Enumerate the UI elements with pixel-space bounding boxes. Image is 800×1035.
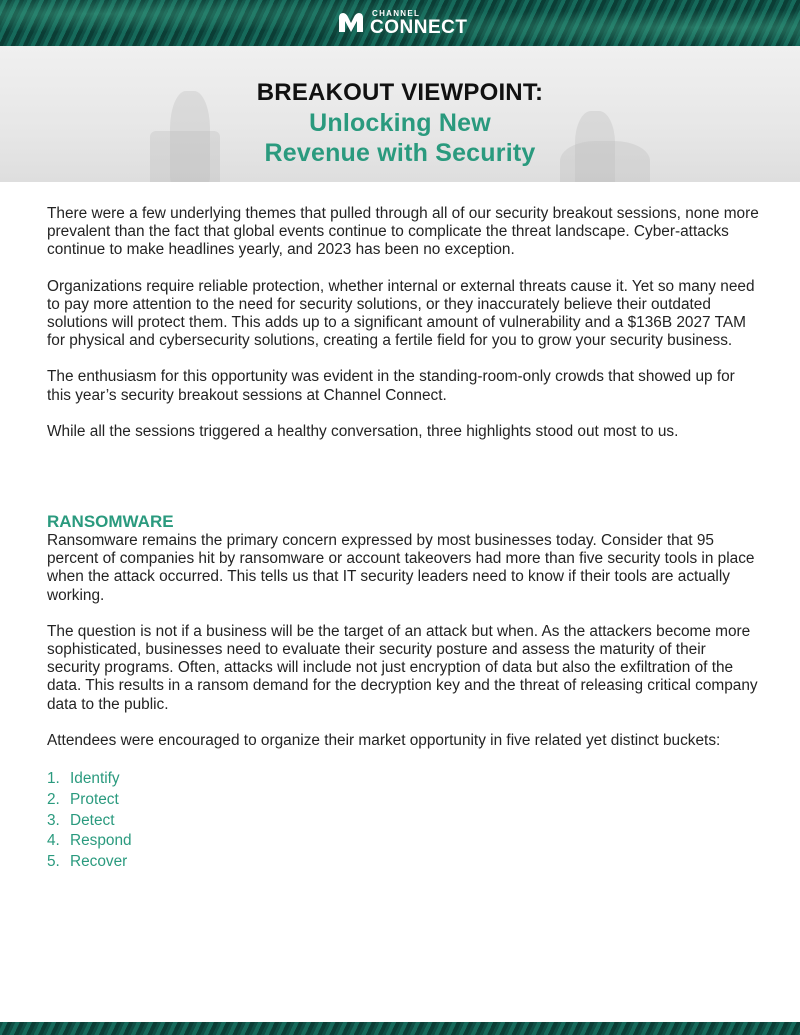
logo-small-text: CHANNEL [372,8,421,18]
list-item-label: Identify [70,770,120,788]
logo-mark-icon [336,10,366,36]
bottom-banner [0,1022,800,1035]
article-body [47,205,762,873]
title-line-3: Revenue with Security [264,139,536,167]
intro-paragraph: The enthusiasm for this opportunity was evident in the standing-room-only crowds that showed up for this year’s security breakout sessions at Channel Connect. [47,368,735,404]
list-item-number: 5. [47,853,60,871]
title-line-2: Unlocking New [309,109,491,137]
list-item [47,852,762,873]
list-item-label: Recover [70,853,128,871]
intro-paragraph: There were a few underlying themes that pulled through all of our security breakout sessions, none more prevalent than the fact that global events continue to complicate the threat landscape. Cyber-attacks continue to make headlines yearly, and 2023 has been no exception. [47,205,759,259]
list-item [47,811,762,832]
title-line-1: BREAKOUT VIEWPOINT: [256,79,544,106]
list-item [47,790,762,811]
page-title [0,78,800,168]
logo-big-text: CONNECT [370,16,468,38]
intro-paragraph: While all the sessions triggered a healthy conversation, three highlights stood out most to us. [47,422,679,440]
list-item-label: Protect [70,790,119,808]
list-item [47,769,762,790]
list-item-number: 3. [47,811,60,829]
section-heading-ransomware: RANSOMWARE [47,512,174,532]
framework-steps-list [47,769,762,873]
top-banner [0,0,800,46]
ransomware-paragraph: Ransomware remains the primary concern expressed by most businesses today. Consider that 95 percent of companies hit by ransomware or account takeovers had more than five security tools in place when the attack occurred. This tells us that IT security leaders need to know if their tools are actually working. [47,532,755,604]
intro-paragraph: Organizations require reliable protection, whether internal or external threats cause it. Yet so many need to pay more attention to the need for security solutions, or they inaccurately believe their outdated solutions will protect them. This adds up to a significant amount of vulnerability and a $136B 2027 TAM for physical and cybersecurity solutions, creating a fertile field for you to grow your security business. [47,277,755,350]
list-item-number: 1. [47,770,60,788]
ransomware-paragraph: The question is not if a business will be the target of an attack but when. As the attackers become more sophisticated, businesses need to evaluate their security posture and assess the maturity of their security programs. Often, attacks will include not just encryption of data but also the exfiltration of the data. This results in a ransom demand for the decryption key and the threat of releasing critical company data to the public. [47,622,758,713]
list-item-number: 2. [47,790,60,808]
list-item-label: Detect [70,811,115,829]
channel-connect-logo [336,8,467,38]
list-item-number: 4. [47,832,60,850]
list-item [47,831,762,852]
list-item-label: Respond [70,832,132,850]
hero-banner [0,46,800,182]
ransomware-paragraph: Attendees were encouraged to organize their market opportunity in five related yet distinct buckets: [47,731,721,749]
